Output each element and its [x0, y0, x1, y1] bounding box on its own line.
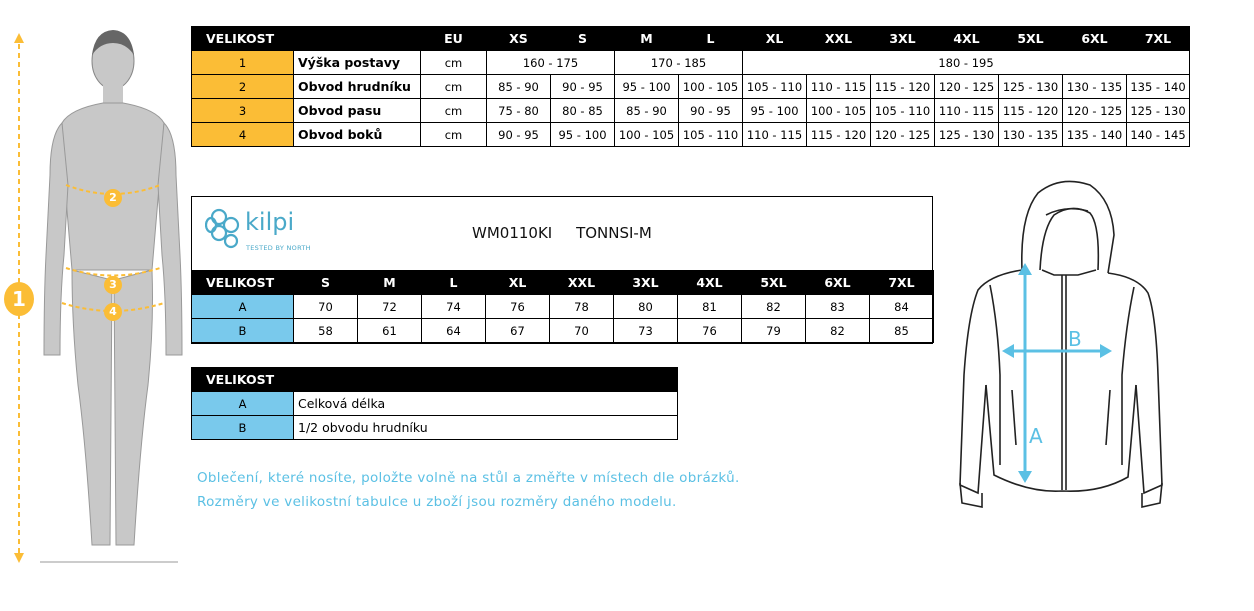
model-title — [472, 224, 652, 242]
row-description: Celková délka — [294, 392, 678, 416]
value-cell: 85 - 90 — [487, 75, 551, 99]
row-label: Obvod boků — [294, 123, 421, 147]
value-cell: 105 - 110 — [679, 123, 743, 147]
header-cell: 5XL — [999, 27, 1063, 51]
table-header-row — [192, 271, 934, 295]
row-key: B — [192, 416, 294, 440]
value-cell: 110 - 115 — [935, 99, 999, 123]
value-cell: 115 - 120 — [999, 99, 1063, 123]
value-cell: 85 - 90 — [615, 99, 679, 123]
value-cell: 61 — [358, 319, 422, 343]
header-cell: 3XL — [614, 271, 678, 295]
row-label: Obvod pasu — [294, 99, 421, 123]
value-cell: 130 - 135 — [999, 123, 1063, 147]
value-cell: 80 - 85 — [551, 99, 615, 123]
brand-name: kilpi — [245, 208, 295, 236]
header-cell: 6XL — [806, 271, 870, 295]
value-cell: 160 - 175 — [487, 51, 615, 75]
value-cell: 100 - 105 — [679, 75, 743, 99]
value-cell: 100 - 105 — [615, 123, 679, 147]
header-cell: VELIKOST — [192, 27, 294, 51]
row-description: 1/2 obvodu hrudníku — [294, 416, 678, 440]
value-cell: 90 - 95 — [487, 123, 551, 147]
value-cell: 125 - 130 — [1127, 99, 1190, 123]
value-cell: 78 — [550, 295, 614, 319]
jacket-label-b: B — [1068, 327, 1082, 351]
unit-cell: cm — [421, 99, 487, 123]
value-cell: 79 — [742, 319, 806, 343]
value-cell: 81 — [678, 295, 742, 319]
header-cell: S — [551, 27, 615, 51]
header-cell: 4XL — [935, 27, 999, 51]
header-cell: XL — [486, 271, 550, 295]
product-size-table — [191, 270, 934, 343]
marker-1: 1 — [4, 282, 34, 316]
table-row — [192, 75, 1190, 99]
header-cell — [294, 368, 678, 392]
header-cell: S — [294, 271, 358, 295]
value-cell: 135 - 140 — [1063, 123, 1127, 147]
header-cell: L — [679, 27, 743, 51]
value-cell: 120 - 125 — [935, 75, 999, 99]
row-number: 2 — [192, 75, 294, 99]
header-cell: M — [615, 27, 679, 51]
value-cell: 90 - 95 — [679, 99, 743, 123]
header-cell: M — [358, 271, 422, 295]
header-cell: VELIKOST — [192, 368, 294, 392]
value-cell: 95 - 100 — [615, 75, 679, 99]
table-row — [192, 51, 1190, 75]
header-cell: 7XL — [870, 271, 934, 295]
value-cell: 75 - 80 — [487, 99, 551, 123]
marker-2: 2 — [104, 189, 122, 207]
value-cell: 70 — [550, 319, 614, 343]
value-cell: 105 - 110 — [871, 99, 935, 123]
header-cell: XL — [743, 27, 807, 51]
table-row — [192, 416, 678, 440]
value-cell: 140 - 145 — [1127, 123, 1190, 147]
row-key: B — [192, 319, 294, 343]
header-cell: 6XL — [1063, 27, 1127, 51]
row-number: 1 — [192, 51, 294, 75]
value-cell: 95 - 100 — [743, 99, 807, 123]
value-cell: 95 - 100 — [551, 123, 615, 147]
value-cell: 110 - 115 — [807, 75, 871, 99]
value-cell: 58 — [294, 319, 358, 343]
header-cell — [294, 27, 421, 51]
row-key: A — [192, 392, 294, 416]
value-cell: 120 - 125 — [871, 123, 935, 147]
header-cell: XS — [487, 27, 551, 51]
row-label: Výška postavy — [294, 51, 421, 75]
marker-3: 3 — [104, 276, 122, 294]
value-cell: 64 — [422, 319, 486, 343]
header-cell: 3XL — [871, 27, 935, 51]
value-cell: 125 - 130 — [935, 123, 999, 147]
brand-subtitle: TESTED BY NORTH — [246, 244, 311, 252]
value-cell: 105 - 110 — [743, 75, 807, 99]
value-cell: 120 - 125 — [1063, 99, 1127, 123]
unit-cell: cm — [421, 51, 487, 75]
value-cell: 170 - 185 — [615, 51, 743, 75]
table-row — [192, 319, 934, 343]
value-cell: 115 - 120 — [807, 123, 871, 147]
header-cell: 5XL — [742, 271, 806, 295]
header-cell: VELIKOST — [192, 271, 294, 295]
row-number: 3 — [192, 99, 294, 123]
value-cell: 135 - 140 — [1127, 75, 1190, 99]
row-key: A — [192, 295, 294, 319]
value-cell: 72 — [358, 295, 422, 319]
unit-cell: cm — [421, 75, 487, 99]
table-row — [192, 295, 934, 319]
value-cell: 76 — [486, 295, 550, 319]
table-header-row — [192, 27, 1190, 51]
instruction-note: Rozměry ve velikostní tabulce u zboží jsou rozměry daného modelu. — [197, 494, 677, 510]
value-cell: 70 — [294, 295, 358, 319]
marker-4: 4 — [104, 303, 122, 321]
value-cell: 125 - 130 — [999, 75, 1063, 99]
table-row — [192, 99, 1190, 123]
value-cell: 83 — [806, 295, 870, 319]
value-cell: 82 — [742, 295, 806, 319]
model-name: TONNSI-M — [576, 224, 652, 242]
header-cell: XXL — [550, 271, 614, 295]
value-cell: 76 — [678, 319, 742, 343]
value-cell: 130 - 135 — [1063, 75, 1127, 99]
value-cell: 67 — [486, 319, 550, 343]
value-cell: 85 — [870, 319, 934, 343]
value-cell: 82 — [806, 319, 870, 343]
measurement-legend-table — [191, 367, 678, 440]
value-cell: 90 - 95 — [551, 75, 615, 99]
body-size-table — [191, 26, 1190, 147]
header-cell: 7XL — [1127, 27, 1190, 51]
model-code: WM0110KI — [472, 224, 553, 242]
value-cell: 73 — [614, 319, 678, 343]
row-label: Obvod hrudníku — [294, 75, 421, 99]
header-cell: L — [422, 271, 486, 295]
row-number: 4 — [192, 123, 294, 147]
value-cell: 100 - 105 — [807, 99, 871, 123]
value-cell: 84 — [870, 295, 934, 319]
instruction-note: Oblečení, které nosíte, položte volně na stůl a změřte v místech dle obrázků. — [197, 470, 740, 486]
table-header-row — [192, 368, 678, 392]
unit-cell: cm — [421, 123, 487, 147]
table-row — [192, 392, 678, 416]
value-cell: 110 - 115 — [743, 123, 807, 147]
jacket-diagram — [950, 175, 1170, 520]
header-cell: XXL — [807, 27, 871, 51]
table-row — [192, 123, 1190, 147]
value-cell: 80 — [614, 295, 678, 319]
value-cell: 74 — [422, 295, 486, 319]
value-cell: 180 - 195 — [743, 51, 1190, 75]
jacket-label-a: A — [1029, 424, 1043, 448]
header-cell: EU — [421, 27, 487, 51]
value-cell: 115 - 120 — [871, 75, 935, 99]
header-cell: 4XL — [678, 271, 742, 295]
